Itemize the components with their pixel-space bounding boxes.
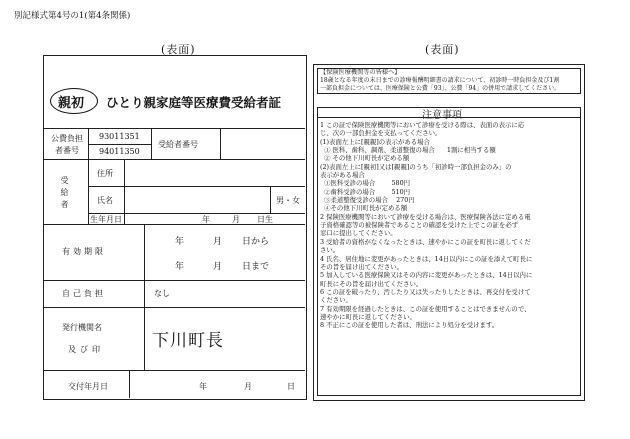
dob-month-unit: 月	[232, 215, 240, 224]
issue-year-unit: 年	[199, 382, 207, 391]
notice-line: 表示がある場合	[320, 171, 365, 180]
notice-divider	[317, 117, 581, 118]
certificate-title: ひとり親家庭等医療費受給者証	[106, 95, 282, 110]
notice-line: ② その他下川町長が定める額	[320, 154, 410, 163]
form-number-note: 別記様式第4号の1(第4条関係)	[14, 11, 131, 21]
notice-line: (1)表面左上に[親親]の表示がある場合	[320, 137, 430, 146]
copay-label: 自己負担	[62, 289, 106, 298]
validity-from-year: 年	[175, 237, 185, 247]
address-label: 住所	[97, 169, 113, 178]
issuer-seal-label: 及び印	[68, 345, 104, 354]
validity-from-month: 月	[213, 237, 223, 247]
issue-month-unit: 月	[244, 382, 252, 391]
payer-number-1: 93011351	[99, 132, 140, 141]
validity-to-day: 日まで	[242, 262, 270, 272]
recipient-label: 受給者	[60, 176, 69, 212]
notice-line: さい。	[320, 246, 340, 255]
notice-line: 6 この証を破ったり、汚したり又は失ったりしたときは、再交付を受けて	[320, 287, 531, 296]
notice-line: 速やかに町長に返してください。	[320, 312, 416, 321]
notice-line: 町長にその旨を届け出てください。	[320, 279, 423, 288]
notice-line: 3 受給者の資格がなくなったときは、速やかにこの証を町長に返してくだ	[320, 237, 531, 246]
guidance-title: 【保険医療機関等の皆様へ】	[320, 69, 401, 76]
notice-line: ②歯科受診の場合 510円	[320, 187, 411, 196]
notice-line: 8 不正にこの証を使用した者は、刑法により処分を受けます。	[320, 321, 499, 330]
issue-day-unit: 日	[287, 382, 295, 391]
notice-line: ③柔道整復受診の場合 270円	[320, 196, 415, 205]
sex-label: 男・女	[276, 196, 300, 205]
notice-line: ください。	[320, 296, 352, 305]
notice-line: ①医科受診の場合 580円	[320, 179, 411, 188]
notice-line: 窓口に提出してください。	[320, 229, 397, 238]
notice-line: 2 保険医療機関等において診療を受ける場合は、医療保険各法に定める電	[320, 212, 531, 221]
front-caption: (表面)	[161, 43, 196, 56]
issuer-name: 下川町長	[152, 331, 224, 351]
notice-line: (2)表面左上に[親初]又は[親親]のうち「初診時一部負担金のみ」の	[320, 162, 512, 171]
copay-value: なし	[154, 289, 170, 298]
notice-title: 注意事項	[422, 110, 462, 121]
name-field[interactable]	[128, 189, 266, 211]
validity-from-day: 日から	[242, 237, 270, 247]
notice-line: 7 有効期限を経過したときは、この証を使用することはできませんので、	[320, 304, 531, 313]
validity-to-year: 年	[175, 262, 185, 272]
category-badge-label: 親初	[58, 96, 85, 111]
dob-day-unit: 日生	[257, 215, 273, 224]
issue-date-label: 交付年月日	[68, 382, 108, 391]
recipient-number-label: 受給者番号	[158, 140, 198, 149]
dob-year-unit: 年	[202, 215, 210, 224]
notice-line: 5 加入している医療保険又はその内容に変更があったときは、14日以内に	[320, 271, 533, 280]
payer-number-label: 公費負担	[51, 134, 83, 143]
notice-line: ① 医科、歯科、調剤、柔道整復の場合 1割に相当する額	[320, 146, 496, 155]
issuer-label: 発行機関名	[62, 323, 102, 332]
front-card	[43, 55, 307, 400]
dob-label: 生年月日	[90, 215, 122, 224]
notice-list	[320, 121, 582, 330]
guidance-line-1: 18歳となる年度の末日までの診療報酬明細書の請求について、初診時一時負担金及び1割	[320, 77, 560, 84]
validity-to-month: 月	[213, 262, 223, 272]
notice-line: じ、次の一部負担金を支払ってください。	[320, 129, 442, 138]
payer-number-2: 94011350	[99, 147, 140, 156]
payer-number-label-2: 者番号	[55, 146, 79, 155]
back-caption: (表面)	[425, 43, 460, 56]
notice-line: 4 氏名、居住地に変更があったときは、14日以内にこの証を添えて町長に	[320, 254, 533, 263]
notice-line: 子資格確認等の被保険者であることの確認を受けた上でこの証を必ず	[320, 221, 519, 230]
recipient-number-field[interactable]	[227, 131, 299, 155]
address-field[interactable]	[128, 162, 300, 184]
notice-line: ④その他下川町長が定める額	[320, 204, 408, 213]
name-label: 氏名	[97, 196, 113, 205]
notice-line: その旨を届け出てください。	[320, 262, 404, 271]
validity-label: 有効期限	[62, 247, 106, 256]
notice-line: 1 この証で保険医療機関等において診療を受ける際は、表面の表示に応	[320, 121, 525, 129]
guidance-line-2: 一部負担金については、医療保険と公費「93」、公費「94」の併用で請求してください。	[320, 85, 561, 92]
